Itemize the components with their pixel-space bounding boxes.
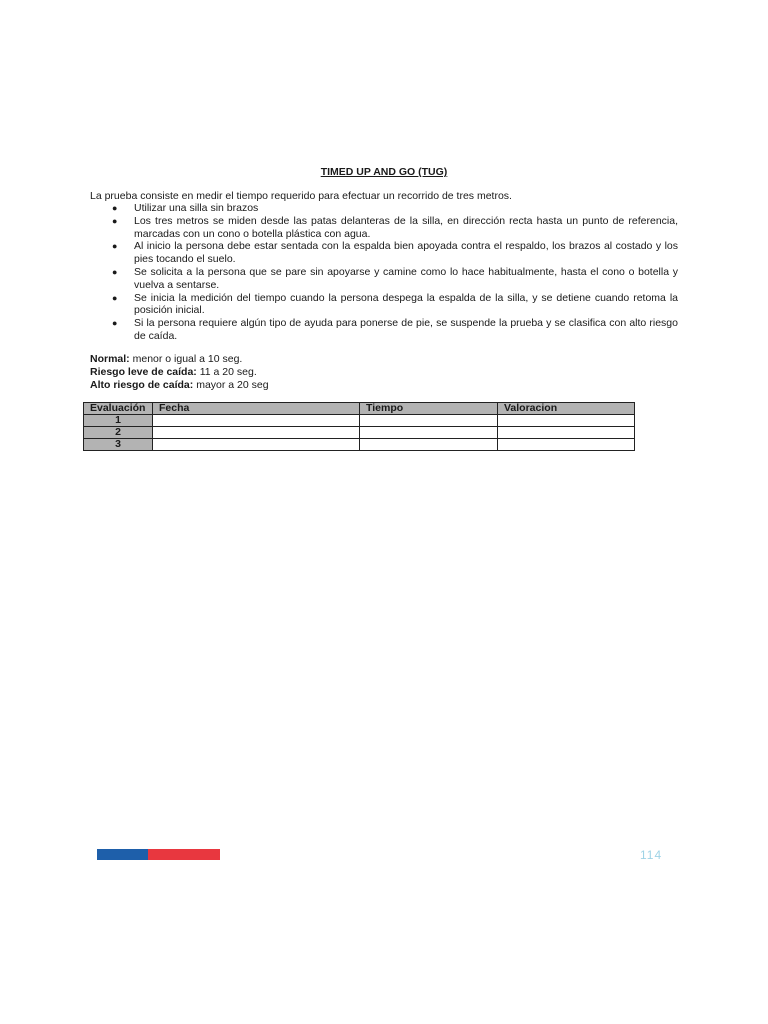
list-item: ● Al inicio la persona debe estar sentada con la espalda bien apoyada contra el respaldo, los brazos al costado y los pies tocando el suelo. <box>112 240 678 266</box>
list-item: ● Los tres metros se miden desde las patas delanteras de la silla, en dirección recta hasta un punto de referencia, marcadas con un cono o botella plástica con agua. <box>112 214 678 240</box>
classification-criteria <box>90 353 269 391</box>
list-item: ● Utilizar una silla sin brazos <box>112 202 259 214</box>
list-item: ● Se solicita a la persona que se pare sin apoyarse y camine como lo hace habitualmente, hasta el cono o botella y vuelva a sentarse. <box>112 265 678 291</box>
header-fecha: Fecha <box>153 403 360 415</box>
bullet-icon: ● <box>112 241 118 252</box>
bullet-icon: ● <box>112 266 118 277</box>
bullet-icon: ● <box>112 203 118 213</box>
table-row <box>84 415 635 427</box>
footer-blue-bar <box>97 849 148 860</box>
valoracion-cell[interactable] <box>498 427 635 439</box>
criteria-normal: Normal: menor o igual a 10 seg. <box>90 353 243 365</box>
list-item: ● Si la persona requiere algún tipo de ayuda para ponerse de pie, se suspende la prueba y se clasifica con alto riesgo de caída. <box>112 317 678 342</box>
evaluation-table <box>83 402 635 451</box>
tiempo-cell[interactable] <box>360 427 498 439</box>
row-number: 2 <box>84 427 153 439</box>
row-number: 3 <box>84 439 153 451</box>
header-tiempo: Tiempo <box>360 403 498 415</box>
criteria-high-risk: Alto riesgo de caída: mayor a 20 seg <box>90 378 269 391</box>
table-row <box>84 439 635 451</box>
document-title: TIMED UP AND GO (TUG) <box>320 166 448 178</box>
header-valoracion: Valoracion <box>498 403 635 415</box>
fecha-cell[interactable] <box>153 415 360 427</box>
list-item: ● Se inicia la medición del tiempo cuando la persona despega la espalda de la silla, y se detiene cuando retoma la posición inicial. <box>112 291 678 317</box>
bullet-icon: ● <box>112 318 118 329</box>
bullet-icon: ● <box>112 215 118 226</box>
valoracion-cell[interactable] <box>498 439 635 451</box>
footer-red-bar <box>148 849 220 860</box>
table-row <box>84 427 635 439</box>
fecha-cell[interactable] <box>153 439 360 451</box>
intro-paragraph: La prueba consiste en medir el tiempo requerido para efectuar un recorrido de tres metros. <box>90 190 512 202</box>
table-header-row <box>84 403 635 415</box>
row-number: 1 <box>84 415 153 427</box>
instruction-list <box>90 202 678 343</box>
bullet-icon: ● <box>112 292 118 303</box>
fecha-cell[interactable] <box>153 427 360 439</box>
tiempo-cell[interactable] <box>360 415 498 427</box>
header-evaluacion: Evaluación <box>84 403 153 415</box>
criteria-low-risk: Riesgo leve de caída: 11 a 20 seg. <box>90 365 257 378</box>
page-number: 114 <box>640 848 663 862</box>
tiempo-cell[interactable] <box>360 439 498 451</box>
valoracion-cell[interactable] <box>498 415 635 427</box>
